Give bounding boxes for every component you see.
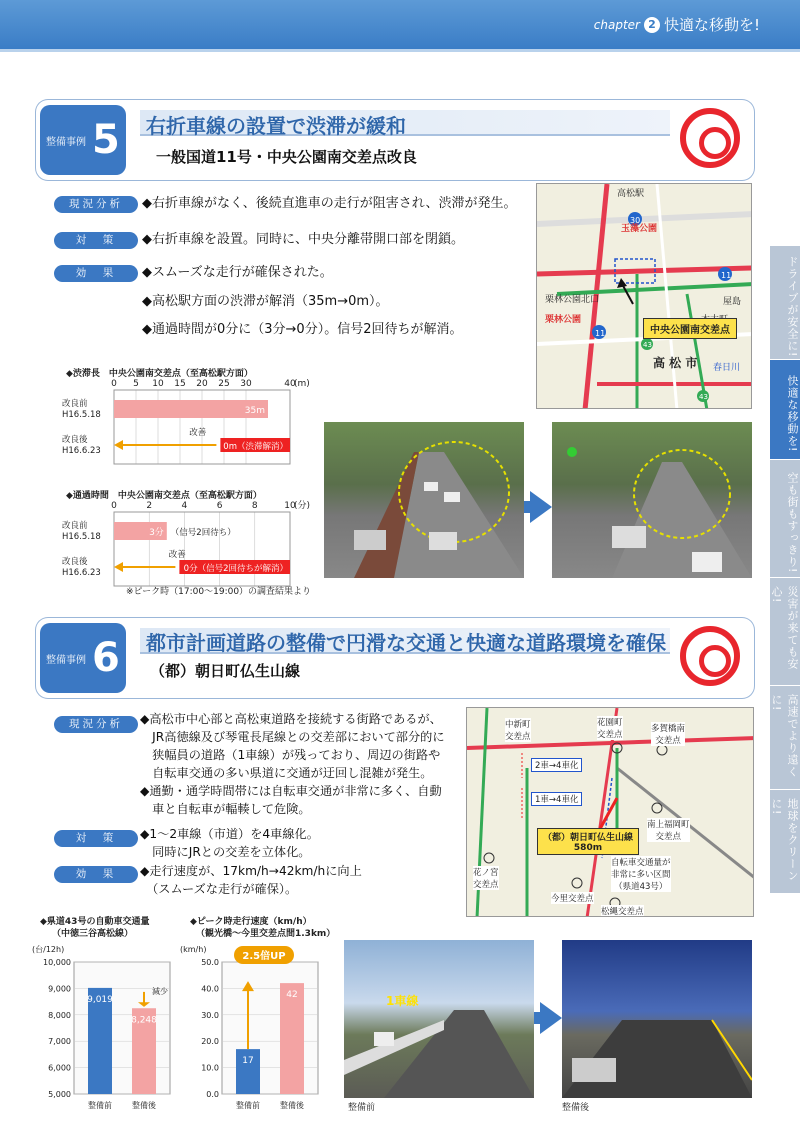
tick-label: 15 [174,379,186,389]
tab-clean-city[interactable] [770,460,800,578]
tab-label: 快適な移動を! [786,374,799,453]
chapter-number: 2 [644,17,660,33]
bar-value: 42 [286,990,298,1001]
bar-value: 35m [244,406,265,416]
before-after-arrow [530,491,552,523]
chart-volume-subtitle: （中徳三谷高松線） [52,929,134,939]
tab-label: ドライブが安全に! [786,255,799,358]
chart-jam [62,378,322,458]
line: （スムーズな走行が確保）。 [140,882,298,896]
tick-label: 20 [196,379,208,389]
tab-label: 災害が来ても安心! [770,586,799,670]
tab-label: 高速でより遠くに! [770,694,799,778]
tick-label: 2 [146,501,153,511]
svg-text:43: 43 [699,393,708,401]
pill-effect: 効 果 [54,265,138,282]
tick-label: 25 [218,379,230,389]
pill-analysis: 現況分析 [54,716,138,733]
tick-label: 6 [216,501,223,511]
case-number: 6 [92,635,120,681]
bar-note: （信号2回待ち） [170,528,236,538]
bar-value: 8,248 [131,1015,157,1026]
chart-speed-svg [178,940,328,1130]
tick-label: 30.0 [201,1010,219,1020]
map-callout-intersection: 中央公園南交差点 [643,318,737,339]
bar-value: 3分 [149,528,164,538]
map-label-station: 高松駅 [617,189,645,199]
tick-label: 50.0 [201,958,219,967]
chart-speed-subtitle: （観光橋～今里交差点間1.3km） [196,929,336,939]
tick-label: 9,000 [48,984,71,994]
tick-label: 5 [133,379,139,389]
line: 車と自転車が輻輳して危険。 [140,802,311,816]
target-icon [680,626,740,686]
row-label: 改良後 [62,435,88,445]
map-label-tagabashi: 多賀橋南 交差点 [651,724,686,746]
decrease-note: 減少 [152,986,168,996]
improve-label: 改善 [168,550,186,560]
tab-label: 空も街もすっきり! [786,471,799,574]
chart-speed-title: ◆ピーク時走行速度（km/h） [190,917,312,927]
line: ◆走行速度が、17km/h→42km/hに向上 [140,864,362,878]
case6-effect-text [140,862,362,898]
line: 同時にJRとの交差を立体化。 [140,845,311,859]
case5-map [536,183,752,409]
case6-photo-after [562,940,752,1098]
case-number: 5 [92,117,120,163]
tab-disaster-safe[interactable] [770,578,800,686]
category-label: 整備後 [280,1101,304,1110]
road-photo-graphic [562,940,752,1098]
arrow-stem [534,1012,542,1024]
row-date: H16.5.18 [62,410,101,420]
tick-label: 0 [111,501,117,511]
case6-photo-before [344,940,534,1098]
tab-clean-earth[interactable] [770,790,800,894]
map-label-city: 高 松 市 [653,356,698,370]
before-after-arrow [540,1002,562,1034]
tick-label: 0 [111,379,117,389]
bar-value: 17 [242,1056,254,1067]
tick-label: 10 [284,501,296,511]
tick-label: 4 [181,501,188,511]
map-label-imazato: 今里交差点 [551,894,594,904]
tab-expressway[interactable] [770,686,800,790]
chart-time [62,500,322,580]
case5-photo-after [552,422,752,578]
tab-label: 地球をクリーンに! [770,798,799,882]
case5-effect-2: ◆高松駅方面の渋滞が解消（35m→0m）。 [142,294,389,309]
road-photo-graphic [324,422,524,578]
photo-caption-after: 整備後 [562,1103,590,1113]
svg-text:43: 43 [643,341,652,349]
callout-text: 2.5倍UP [242,951,286,962]
row-label: 改良後 [62,557,88,567]
category-label: 整備前 [88,1101,112,1110]
line: ◆1～2車線（市道）を4車線化。 [140,827,319,841]
chapter-title: 快適な移動を! [663,16,760,34]
map-label-park3: 栗林公園北口 [545,295,600,305]
tick-label: 6,000 [48,1063,71,1073]
case6-subtitle: （都）朝日町仏生山線 [150,662,301,680]
map-label-1to4: 1車→4車化 [531,792,582,806]
axis-unit: (km/h) [180,945,207,954]
case5-badge [40,105,126,175]
case5-title: 右折車線の設置で渋滞が緩和 [146,114,406,138]
bar-value: 0分（信号2回待ちが解消） [183,564,288,574]
map-label-minamikamifukuoka: 南上福岡町 交差点 [647,820,690,842]
side-tab-strip [770,246,800,894]
road-photo-graphic [344,940,534,1098]
axis-unit: (分) [294,501,311,511]
case6-title: 都市計画道路の整備で円滑な交通と快適な道路環境を確保 [146,631,666,655]
case5-measure-text: ◆右折車線を設置。同時に、中央分離帯開口部を閉鎖。 [142,232,464,247]
tick-label: 10,000 [43,958,71,967]
tick-label: 10.0 [201,1063,219,1073]
map-label-park2: 栗林公園 [545,315,582,325]
category-label: 整備後 [132,1101,156,1110]
category-label: 整備前 [236,1101,260,1110]
tick-label: 20.0 [201,1037,219,1047]
case6-measure-text [140,825,319,861]
map-label-bicycle: 自転車交通量が 非常に多い区間 （県道43号） [611,858,671,892]
case5-analysis-text: ◆右折車線がなく、後続直進車の走行が阻害され、渋滞が発生。 [142,196,517,211]
map-label-nakashinmachi: 中新町 交差点 [505,720,531,742]
pill-analysis: 現況分析 [54,196,138,213]
chart-speed [178,940,328,1130]
improve-arrowhead [114,440,123,450]
row-date: H16.5.18 [62,532,101,542]
map-label-hanazonomachi: 花園町 交差点 [597,718,623,740]
tick-label: 30 [240,379,252,389]
tab-comfortable-move[interactable] [770,360,800,460]
svg-text:11: 11 [595,329,606,338]
map-label-matsunawa: 松縄交差点 [601,907,644,917]
line: JR高徳線及び琴電長尾線との交差部において部分的に [140,730,445,744]
line: 狭幅員の道路（1車線）が残っており、周辺の街路や [140,748,441,762]
improve-arrowhead [114,562,123,572]
chart-volume-title: ◆県道43号の自動車交通量 [40,917,150,927]
chart-jam-title: ◆渋滞長 中央公園南交差点（至高松駅方面） [66,369,253,379]
map-label-place3: 屋島 [723,297,742,307]
case5-subtitle: 一般国道11号・中央公園南交差点改良 [156,148,417,166]
chart-time-footnote: ※ピーク時（17:00～19:00）の調査結果より [126,587,312,597]
pill-effect: 効 果 [54,866,138,883]
case-label: 整備事例 [46,137,86,148]
tick-label: 8 [251,501,258,511]
case5-effect-3: ◆通過時間が0分に（3分→0分）。信号2回待ちが解消。 [142,322,463,337]
chart-time-title: ◆通過時間 中央公園南交差点（至高松駅方面） [66,491,262,501]
chart-time-svg [62,500,322,590]
row-date: H16.6.23 [62,568,101,578]
pill-measure: 対 策 [54,232,138,249]
row-date: H16.6.23 [62,446,101,456]
line: ◆高松市中心部と高松東道路を接続する街路であるが、 [140,712,442,726]
chart-volume-svg [30,940,180,1130]
arrow-stem [524,501,532,513]
bar-value: 9,019 [87,994,113,1005]
axis-unit: (m) [294,379,310,389]
row-label: 改良前 [62,521,88,531]
photo-label-lane: 1車線 [386,994,419,1008]
chart-jam-svg [62,378,322,468]
photo-caption-before: 整備前 [348,1103,376,1113]
target-icon [680,108,740,168]
tick-label: 8,000 [48,1010,71,1020]
row-label: 改良前 [62,399,88,409]
svg-text:30: 30 [630,216,641,225]
case-label: 整備事例 [46,655,86,666]
case6-analysis-text [140,710,445,818]
map-label-2to4: 2車→4車化 [531,758,582,772]
case6-badge [40,623,126,693]
axis-unit: (台/12h) [32,945,65,954]
case5-photo-before [324,422,524,578]
case6-map [466,707,754,917]
bar-value: 0m（渋滞解消） [223,442,288,452]
pill-measure: 対 策 [54,830,138,847]
tick-label: 40 [284,379,296,389]
tick-label: 0.0 [206,1090,219,1099]
chapter-heading [594,14,760,35]
case5-effect-1: ◆スムーズな走行が確保された。 [142,265,333,280]
chapter-label: chapter [593,17,640,32]
tick-label: 7,000 [48,1037,71,1047]
map-label-place2: 春日川 [713,363,741,373]
tick-label: 5,000 [48,1090,71,1099]
road-photo-graphic [552,422,752,578]
tick-label: 40.0 [201,984,219,994]
line: ◆通勤・通学時間帯には自転車交通が非常に多く、自動 [140,784,442,798]
svg-text:11: 11 [721,271,732,280]
map-callout-road: （都）朝日町仏生山線 580m [537,828,639,855]
line: 自転車交通の多い県道に交通が迂回し混雑が発生。 [140,766,433,780]
tick-label: 10 [152,379,164,389]
improve-label: 改善 [189,428,207,438]
map-label-park: 玉藻公園 [621,224,658,234]
map-label-hananomiya: 花ノ宮 交差点 [473,868,499,890]
tab-drive-safe[interactable] [770,246,800,360]
chart-volume [30,940,180,1130]
